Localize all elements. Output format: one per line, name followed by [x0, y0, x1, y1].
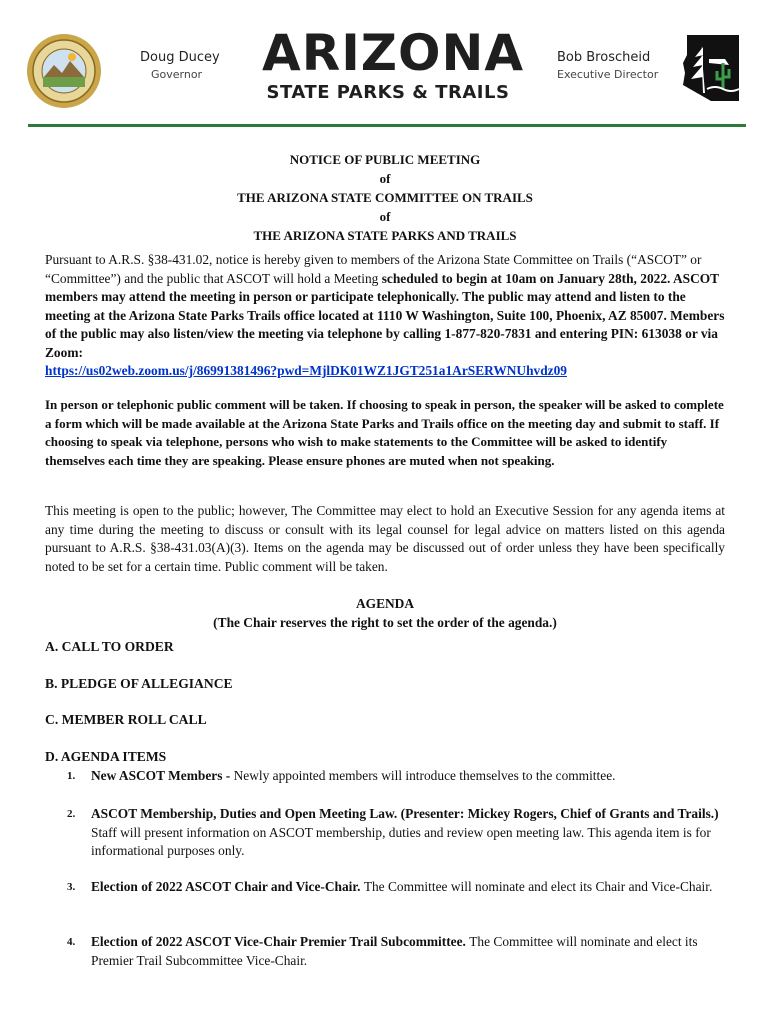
state-seal-icon — [26, 33, 102, 109]
brand-sub: STATE PARKS & TRAILS — [266, 82, 510, 103]
governor-block — [140, 50, 220, 81]
notice-paragraph-bold: scheduled to begin at 10am on January 28th, 2022. ASCOT members may attend the meeting in person or participate telephonically. The public may attend and listen to the meeting at the Arizona State Parks Trails office located at 1110 W Washington, Suite 100, Phoenix, AZ 85007. Members of the public may also listen/view the meeting via telephone by calling 1-877-820-7831 and entering PIN: 613038 or via Zoom: — [45, 270, 725, 360]
agenda-item-number: 1. — [67, 770, 76, 782]
agenda-item-number: 2. — [67, 808, 76, 820]
agenda-item-title: Election of 2022 ASCOT Vice-Chair Premier Trail Subcommittee. — [91, 934, 470, 949]
agenda-heading: AGENDA — [355, 596, 415, 611]
agenda-item-number: 4. — [67, 936, 76, 948]
director-block — [557, 50, 658, 81]
agenda-heading-block — [40, 594, 730, 632]
agenda-item-title: Election of 2022 ASCOT Chair and Vice-Chair. — [91, 879, 364, 894]
agenda-item-desc: Newly appointed members will introduce themselves to the committee. — [233, 768, 616, 783]
brand-logo — [262, 24, 525, 103]
agenda-item — [67, 805, 727, 861]
agenda-subheading: (The Chair reserves the right to set the order of the agenda.) — [213, 615, 557, 630]
section-pledge: B. PLEDGE OF ALLEGIANCE — [45, 676, 233, 691]
arizona-map-logo-icon — [681, 33, 745, 103]
agenda-item-desc: Staff will present information on ASCOT membership, duties and review open meeting law. This agenda item is for informational purposes only. — [91, 824, 711, 858]
agenda-item-title: ASCOT Membership, Duties and Open Meeting Law. (Presenter: Mickey Rogers, Chief of Grants and Trails.) — [91, 806, 719, 821]
agenda-item-number: 3. — [67, 881, 76, 893]
brand-main: ARIZONA — [262, 24, 525, 82]
director-name: Bob Broscheid — [557, 50, 651, 65]
letterhead — [0, 0, 770, 130]
agenda-item — [67, 933, 727, 970]
title-of-2: of — [379, 209, 391, 224]
agenda-item-desc: The Committee will nominate and elect its Premier Trail Subcommittee Vice-Chair. — [91, 934, 698, 968]
governor-name: Doug Ducey — [140, 50, 220, 65]
agenda-item — [67, 878, 727, 897]
notice-paragraph-text: Pursuant to A.R.S. §38-431.02, notice is hereby given to members of the Arizona State Committee on Trails (“ASCOT” or “Committee”) and the public that ASCOT will hold a Meeting — [45, 252, 702, 286]
agenda-item — [67, 767, 727, 786]
title-line-3: THE ARIZONA STATE PARKS AND TRAILS — [253, 228, 517, 243]
governor-title: Governor — [151, 68, 203, 81]
executive-session-paragraph: This meeting is open to the public; however, The Committee may elect to hold an Executive Session for any agenda items at any time during the meeting to discuss or consult with its legal counsel for legal advice on matters listed on this agenda pursuant to A.R.S. §38-431.03(A)(3). Items on the agenda may be discussed out of order unless they have been specifically noted to be set for a certain time. Public comment will be taken. — [45, 503, 725, 574]
agenda-item-desc: The Committee will nominate and elect its Chair and Vice-Chair. — [363, 879, 713, 894]
director-title: Executive Director — [557, 68, 659, 81]
title-of-1: of — [379, 171, 391, 186]
notice-paragraph — [45, 251, 725, 381]
notice-title — [40, 150, 730, 245]
header-divider — [28, 124, 746, 127]
section-agenda-items: D. AGENDA ITEMS — [45, 749, 167, 764]
zoom-link[interactable]: https://us02web.zoom.us/j/86991381496?pwd=MjlDK01WZ1JGT251a1ArSERWNUhvdz09 — [45, 363, 567, 378]
agenda-item-title: New ASCOT Members - — [91, 768, 234, 783]
section-roll-call: C. MEMBER ROLL CALL — [45, 712, 207, 727]
title-line-1: NOTICE OF PUBLIC MEETING — [289, 152, 481, 167]
title-line-2: THE ARIZONA STATE COMMITTEE ON TRAILS — [237, 190, 533, 205]
public-comment-paragraph: In person or telephonic public comment will be taken. If choosing to speak in person, the speaker will be asked to complete a form which will be made available at the Arizona State Parks and Trails office on the meeting day and submit to staff. If choosing to speak via telephone, persons who wish to make statements to the Committee will be asked to identify themselves each time they are speaking. Please ensure phones are muted when not speaking. — [45, 397, 724, 468]
section-call-to-order: A. CALL TO ORDER — [45, 639, 174, 654]
